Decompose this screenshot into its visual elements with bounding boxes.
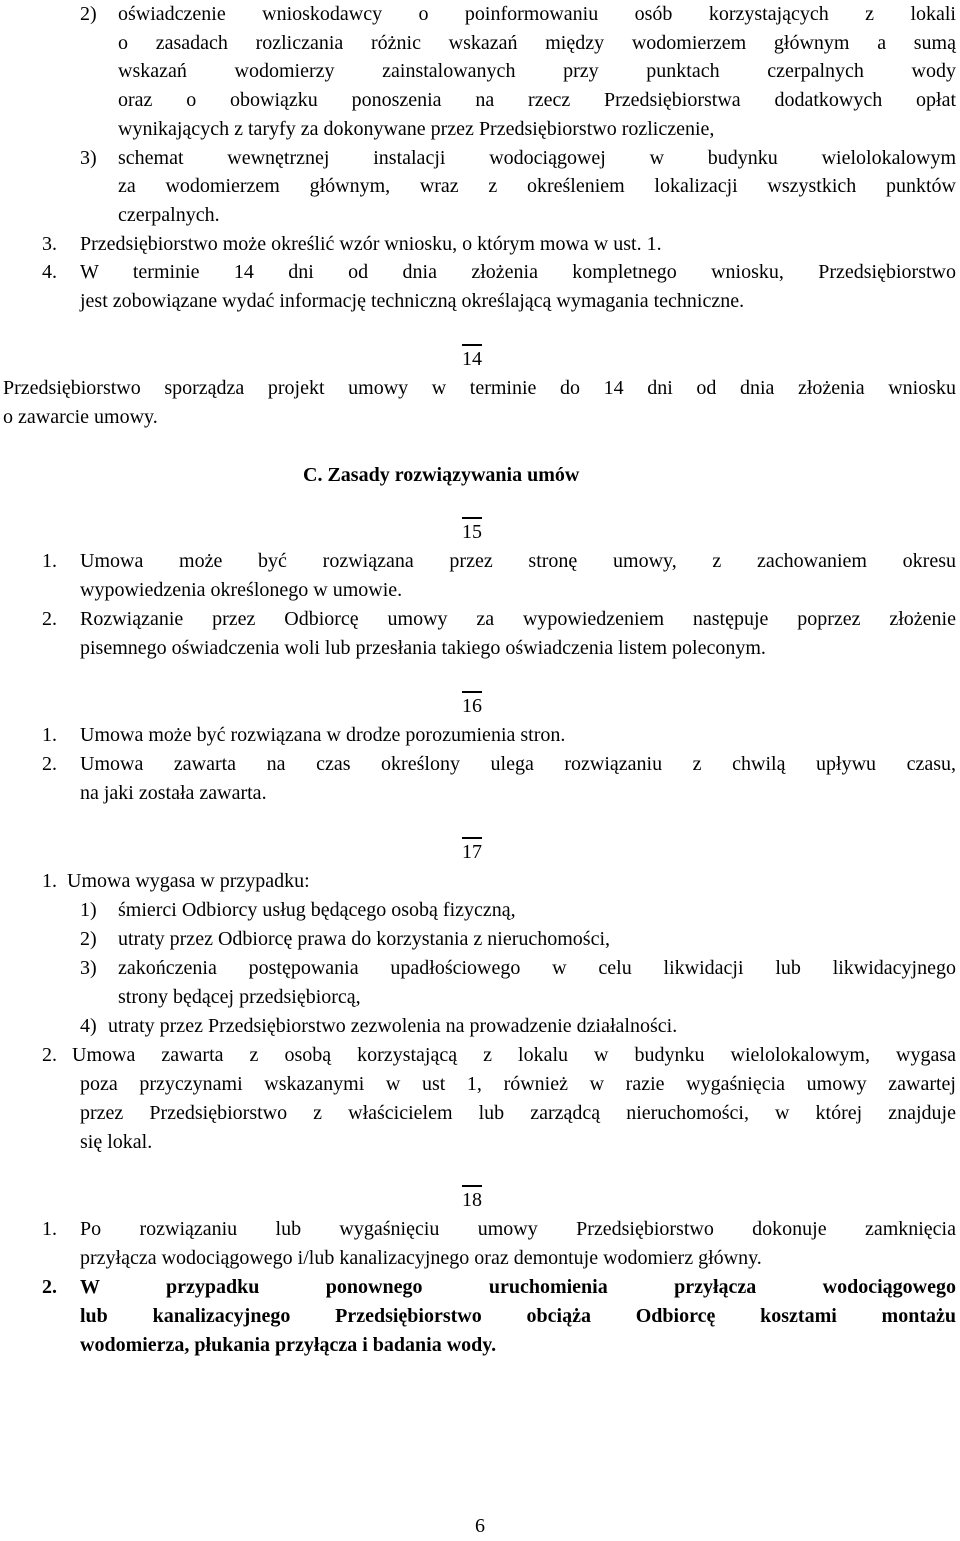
paragraph-line: Przedsiębiorstwo sporządza projekt umowy w terminie do 14 dni od dnia złożenia wniosku xyxy=(3,377,956,399)
paragraph-line: przyłącza wodociągowego i/lub kanalizacyjnego oraz demontuje wodomierz główny. xyxy=(80,1247,762,1269)
page-number: 6 xyxy=(475,1515,485,1537)
paragraph-line: śmierci Odbiorcy usług będącego osobą fizyczną, xyxy=(118,899,516,921)
paragraph-line: o zasadach rozliczania różnic wskazań między wodomierzem głównym a sumą xyxy=(118,32,956,54)
paragraph-line: oświadczenie wnioskodawcy o poinformowaniu osób korzystających z lokali xyxy=(118,3,956,25)
item-number: 4) xyxy=(80,1015,97,1037)
paragraph-line: się lokal. xyxy=(80,1131,153,1153)
paragraph-line: Przedsiębiorstwo może określić wzór wniosku, o którym mowa w ust. 1. xyxy=(80,233,662,255)
item-number: 2. xyxy=(42,608,57,630)
paragraph-line: W terminie 14 dni od dnia złożenia kompletnego wniosku, Przedsiębiorstwo xyxy=(80,261,956,283)
paragraph-line: Umowa wygasa w przypadku: xyxy=(67,870,310,892)
paragraph-line: Umowa zawarta z osobą korzystającą z lokalu w budynku wielolokalowym, wygasa xyxy=(72,1044,956,1066)
paragraph-line: wskazań wodomierzy zainstalowanych przy punktach czerpalnych wody xyxy=(118,60,956,82)
item-number: 1) xyxy=(80,899,97,921)
item-number: 2) xyxy=(80,3,97,25)
section-heading: 15 xyxy=(462,521,482,543)
paragraph-line: schemat wewnętrznej instalacji wodociągowej w budynku wielolokalowym xyxy=(118,147,956,169)
item-number: 1. xyxy=(42,724,57,746)
paragraph-line: na jaki została zawarta. xyxy=(80,782,267,804)
paragraph-line: wypowiedzenia określonego w umowie. xyxy=(80,579,403,601)
paragraph-line: poza przyczynami wskazanymi w ust 1, również w razie wygaśnięcia umowy zawartej xyxy=(80,1073,956,1095)
item-number: 1. xyxy=(42,550,57,572)
section-heading: 17 xyxy=(462,841,482,863)
chapter-heading: C. Zasady rozwiązywania umów xyxy=(303,464,580,486)
paragraph-line: utraty przez Odbiorcę prawa do korzystania z nieruchomości, xyxy=(118,928,611,950)
paragraph-line: przez Przedsiębiorstwo z właścicielem lub zarządcą nieruchomości, w której znajduje xyxy=(80,1102,956,1124)
paragraph-line: Umowa zawarta na czas określony ulega rozwiązaniu z chwilą upływu czasu, xyxy=(80,753,956,775)
paragraph-line: Umowa może być rozwiązana w drodze porozumienia stron. xyxy=(80,724,566,746)
paragraph-line: Po rozwiązaniu lub wygaśnięciu umowy Przedsiębiorstwo dokonuje zamknięcia xyxy=(80,1218,956,1240)
paragraph-line: za wodomierzem głównym, wraz z określeniem lokalizacji wszystkich punktów xyxy=(118,175,956,197)
paragraph-line: lub kanalizacyjnego Przedsiębiorstwo obciąża Odbiorcę kosztami montażu xyxy=(80,1305,956,1327)
item-number: 3. xyxy=(42,233,57,255)
item-number: 3) xyxy=(80,147,97,169)
paragraph-line: Rozwiązanie przez Odbiorcę umowy za wypowiedzeniem następuje poprzez złożenie xyxy=(80,608,956,630)
item-number: 1. xyxy=(42,1218,57,1240)
paragraph-line: W przypadku ponownego uruchomienia przyłącza wodociągowego xyxy=(80,1276,956,1298)
paragraph-line: pisemnego oświadczenia woli lub przesłania takiego oświadczenia listem poleconym. xyxy=(80,637,766,659)
paragraph-line: jest zobowiązane wydać informację techniczną określającą wymagania techniczne. xyxy=(80,290,745,312)
paragraph-line: o zawarcie umowy. xyxy=(3,406,158,428)
paragraph-line: utraty przez Przedsiębiorstwo zezwolenia na prowadzenie działalności. xyxy=(108,1015,678,1037)
item-number: 2) xyxy=(80,928,97,950)
paragraph-line: strony będącej przedsiębiorcą, xyxy=(118,986,361,1008)
item-number: 4. xyxy=(42,261,57,283)
section-heading: 14 xyxy=(462,348,482,370)
item-number: 3) xyxy=(80,957,97,979)
paragraph-line: czerpalnych. xyxy=(118,204,220,226)
paragraph-line: Umowa może być rozwiązana przez stronę umowy, z zachowaniem okresu xyxy=(80,550,956,572)
section-heading: 16 xyxy=(462,695,482,717)
item-number: 2. xyxy=(42,1276,57,1298)
paragraph-line: wodomierza, płukania przyłącza i badania wody. xyxy=(80,1334,497,1356)
section-heading: 18 xyxy=(462,1189,482,1211)
paragraph-line: wynikających z taryfy za dokonywane przez Przedsiębiorstwo rozliczenie, xyxy=(118,118,715,140)
paragraph-line: oraz o obowiązku ponoszenia na rzecz Przedsiębiorstwa dodatkowych opłat xyxy=(118,89,956,111)
item-number: 2. xyxy=(42,1044,57,1066)
item-number: 2. xyxy=(42,753,57,775)
item-number: 1. xyxy=(42,870,57,892)
paragraph-line: zakończenia postępowania upadłościowego w celu likwidacji lub likwidacyjnego xyxy=(118,957,956,979)
